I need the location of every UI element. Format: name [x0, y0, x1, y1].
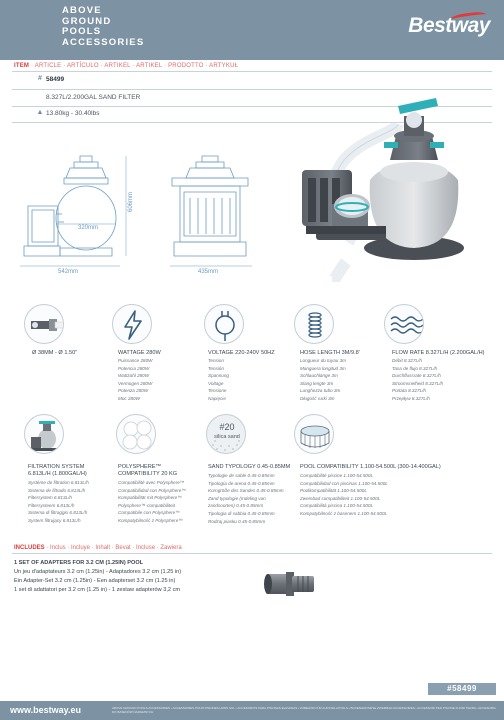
feature-translations: [118, 357, 152, 403]
translation-line: Compatibile con Polysphere™: [118, 510, 180, 516]
feature-title: SAND TYPOLOGY 0.45-0.85MM: [208, 464, 291, 470]
divider: [12, 553, 492, 554]
feature-translations: [28, 479, 89, 525]
translation-line: Zand typologie (Indeling van: [208, 495, 266, 501]
translation-line: Potencia 280W: [118, 365, 150, 371]
translation-line: Długość rurki 3m: [300, 395, 335, 401]
item-section-label: [14, 63, 238, 69]
translation-line: Slang lengte 3m: [300, 380, 334, 386]
translation-line: Compatibilità piscina 1.100-54.500L: [300, 503, 374, 509]
translation-line: Kompatybilność z Polysphere™: [118, 517, 183, 523]
translation-line: Wattzahl 280W: [118, 373, 150, 379]
translation-line: Moc 280W: [118, 395, 140, 401]
hose-coil-icon: [294, 304, 334, 344]
dim-width-435: 435mm: [198, 269, 219, 275]
translation-line: Przepływ 8.327L/h: [392, 395, 430, 401]
includes-label-translations: · Inclus · Incluye · Inhalt · Bevat · Incluse · Zawiera: [44, 545, 182, 551]
item-name: 8.327L/2.200GAL SAND FILTER: [46, 94, 141, 101]
technical-drawing-side: [160, 148, 260, 278]
feature-translations: [300, 472, 388, 518]
feature-title: POOL COMPATIBILITY 1.100-54.500L (300-14.400GAL): [300, 464, 441, 470]
translation-line: Typologie de sable 0.45-0.85mm: [208, 473, 275, 478]
translation-line: Filtersystem 6.813L/h: [28, 495, 72, 501]
includes-line: Un jeu d'adaptateurs 3.2 cm (1.25in) - Adaptadores 3.2 cm (1.25 in): [14, 569, 182, 575]
translation-line: Polysphere™-compatibiliteit: [118, 502, 175, 508]
translation-line: Kompatybilność z basenem 1.100-54.500L: [300, 510, 388, 516]
translation-line: Kompatibilität mit Polysphere™: [118, 495, 182, 501]
translation-line: Tensión: [208, 365, 224, 371]
header-banner: [0, 0, 504, 60]
includes-section-label: [14, 545, 182, 551]
item-label-main: ITEM: [14, 63, 30, 69]
dim-depth-542: 542mm: [58, 269, 79, 275]
hash-icon: #: [38, 75, 42, 82]
translation-line: Compatibilidad con piscinas 1.100-54.500L: [300, 480, 388, 486]
translation-line: Tipología de arena 0.45-0.85mm: [208, 480, 275, 486]
translation-line: Débit 8.327L/h: [392, 358, 422, 363]
translation-line: Sistema di filtraggio 6.813L/h: [28, 510, 88, 516]
includes-line: 1 set di adattatori per 3.2 cm (1.25 in) - 1 zestaw adapterów 3,2 cm: [14, 587, 181, 593]
divider: [12, 71, 492, 72]
translation-line: Poolkompatibilität 1.100-54.500L: [300, 488, 367, 494]
feature-title: WATTAGE 280W: [118, 350, 161, 356]
feature-translations: [208, 472, 284, 525]
translation-line: Durchflussrate 8.327L/h: [392, 373, 441, 379]
brand-logo: Bestway: [408, 14, 490, 37]
translation-line: Puissance 280W: [118, 358, 153, 363]
translation-line: Korngröße des Sandes 0.45-0.85mm: [208, 488, 284, 494]
footer-url-link[interactable]: www.bestway.eu: [10, 705, 82, 715]
feature-title: VOLTAGE 220-240V 50HZ: [208, 350, 275, 356]
pool-icon: [294, 414, 334, 454]
includes-title: 1 SET OF ADAPTERS FOR 3.2 CM (1.25IN) POOL: [14, 560, 144, 566]
sand-number: #20: [219, 422, 235, 432]
translation-line: Napięcie: [208, 395, 226, 401]
includes-label-main: INCLUDES: [14, 545, 45, 551]
sand-filter-product-image: [286, 76, 496, 282]
translation-line: Zwembad compatibiliteit 1.100-54.500L: [300, 495, 381, 501]
feature-translations: [300, 357, 346, 403]
translation-line: Potenza 280W: [118, 388, 149, 394]
translation-line: Vermogen 280W: [118, 380, 153, 386]
translation-line: Compatibilité avec Polysphere™: [118, 480, 185, 485]
feature-translations: [208, 357, 229, 403]
item-weight: 13.80kg - 30.40lbs: [46, 110, 100, 117]
feature-title: HOSE LENGTH 3M/9.8': [300, 350, 360, 356]
item-number: 58499: [46, 76, 65, 83]
translation-line: zandsoorten) 0.45-0.85mm: [208, 503, 264, 509]
translation-line: Schlauchlänge 3m: [300, 373, 338, 379]
polysphere-balls-icon: [116, 414, 156, 454]
translation-line: Système de filtration 6.813L/h: [28, 480, 89, 485]
footer-category-text: ABOVE GROUND POOLS ACCESSORIES • ACCESSOIRES POUR PISCINES HORS SOL • ACCESORIOS PARA PISCINAS ELEVADAS • ZUBEHÖR FÜR AUFSTELLPOOLS • BOVENGRONDSE ZWEMBAD ACCESSOIRES • ACCESSORI PER PISCINE FUORI TERRA • AKCESORIA DO BASENÓW NAZIEMNYCH: [112, 706, 496, 714]
feature-translations: [118, 479, 186, 525]
translation-line: Sistema de filtrado 6.813L/h: [28, 487, 86, 493]
translation-line: Voltage: [208, 380, 224, 386]
translation-line: System filtrujący 6.813L/h: [28, 517, 81, 523]
plug-icon: [204, 304, 244, 344]
translation-line: Rodzaj piasku 0.45-0.85mm: [208, 518, 266, 524]
translation-line: Stroomsnelheid 8.327L/h: [392, 380, 444, 386]
translation-line: Tipologia di sabbia 0.45-0.85mm: [208, 510, 275, 516]
water-wave-icon: [384, 304, 424, 344]
header-title: ABOVE GROUND POOLS ACCESSORIES: [62, 5, 145, 48]
weight-icon: ▲: [36, 109, 44, 116]
translation-line: Longueur du tuyau 3m: [300, 358, 346, 363]
includes-line: Ein Adapter-Set 3.2 cm (1.25in) - Een adapterset 3.2 cm (1.25 in): [14, 578, 176, 584]
item-number-badge: #58499: [428, 683, 496, 695]
feature-title: FILTRATION SYSTEM 6.813L/H (1.800GAL/H): [28, 464, 87, 477]
feature-translations: [392, 357, 443, 403]
feature-title: FLOW RATE 8.327L/H (2.200GAL/H): [392, 350, 485, 356]
translation-line: Manguera longitud 3m: [300, 365, 346, 371]
sand-label: silica sand: [214, 434, 240, 440]
includes-list: [14, 559, 181, 595]
translation-line: Tensione: [208, 388, 227, 394]
filter-icon: [24, 414, 64, 454]
translation-line: Portata 8.327L/h: [392, 388, 426, 394]
translation-line: Filtersysteem 6.813L/h: [28, 502, 75, 508]
feature-title: POLYSPHERE™ COMPATIBILITY 20 KG: [118, 464, 178, 477]
feature-title: Ø 38MM - Ø 1.50": [32, 350, 78, 356]
translation-line: Tension: [208, 358, 224, 363]
translation-line: Lunghezza tubo 3m: [300, 388, 341, 394]
technical-drawing-front: [14, 148, 144, 278]
dim-height-606: 606mm: [128, 191, 134, 212]
adapter-image: [262, 560, 322, 610]
translation-line: Tasa de flujo 8.327L/h: [392, 365, 438, 371]
item-label-translations: · ARTICLE · ARTÍCULO · ARTIKEL · ARTIKEL · PRODOTTO · ARTYKUŁ: [29, 63, 239, 69]
translation-line: Spannung: [208, 373, 229, 379]
silica-sand-icon: [206, 414, 246, 454]
footer-bar: [0, 701, 504, 720]
translation-line: Compatibilité piscine 1.100-54.500L: [300, 473, 374, 478]
hose-connector-icon: [24, 304, 64, 344]
lightning-icon: [112, 304, 152, 344]
dim-width-320: 320mm: [78, 225, 99, 231]
translation-line: Compatibilidad con Polysphere™: [118, 487, 186, 493]
